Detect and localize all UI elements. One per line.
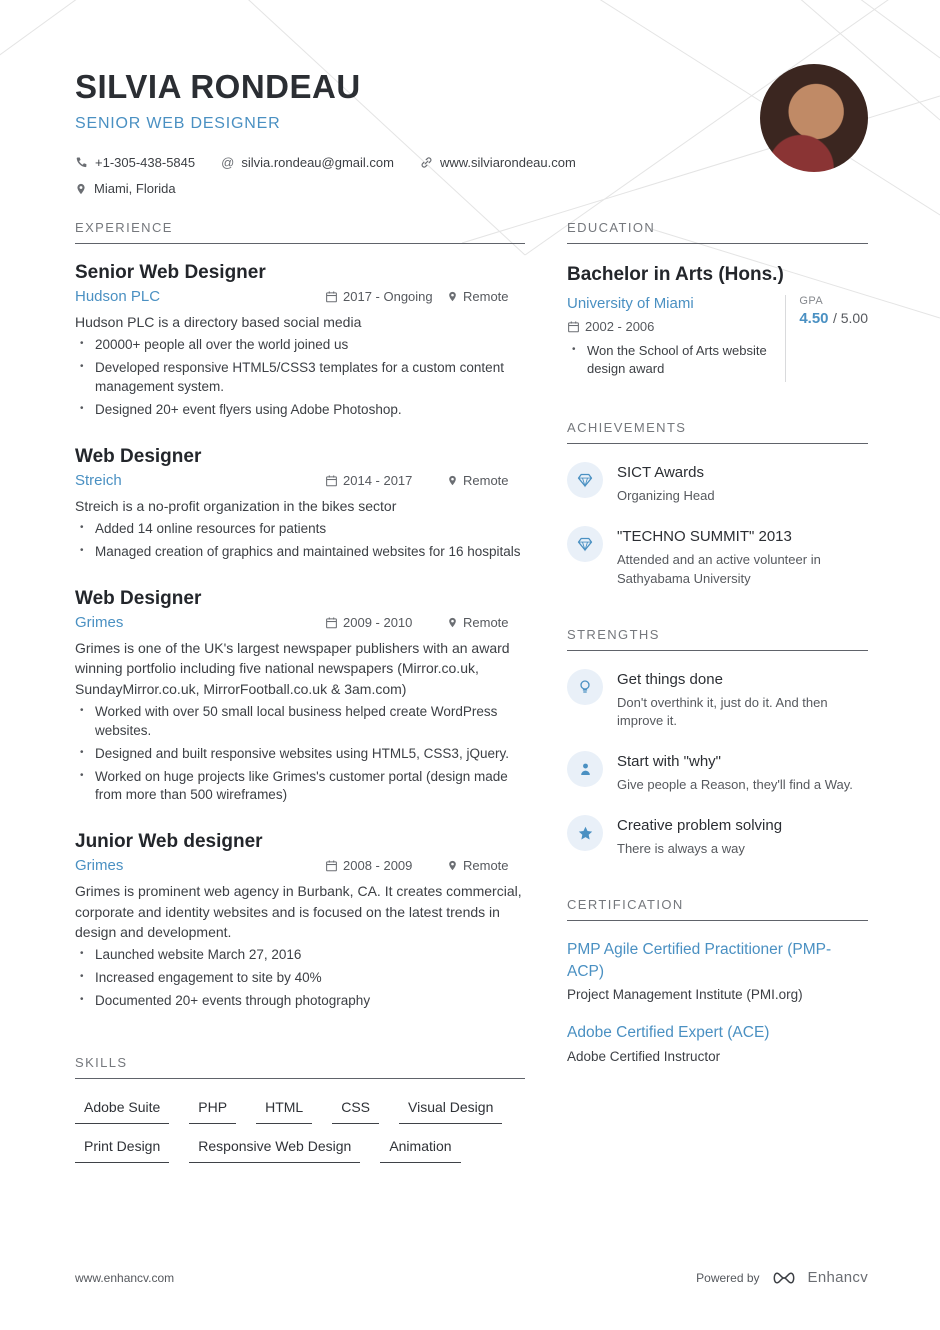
achievement-item xyxy=(567,462,868,506)
job-dates xyxy=(325,473,447,488)
job-bullet: • Launched website March 27, 2016 xyxy=(75,946,525,965)
job-dates-value: 2014 - 2017 xyxy=(343,472,413,488)
skill-item[interactable]: Visual Design xyxy=(399,1097,502,1124)
star-icon xyxy=(567,815,603,851)
job-bullet: • Added 14 online resources for patients xyxy=(75,520,525,539)
location-pin-icon xyxy=(75,182,87,196)
job-meta xyxy=(75,288,525,305)
education-bullets xyxy=(567,342,773,378)
experience-heading: EXPERIENCE xyxy=(75,220,525,244)
enhancv-url[interactable]: www.enhancv.com xyxy=(75,1270,175,1285)
job-role: Web Designer xyxy=(75,445,202,467)
job-bullet: • Worked on huge projects like Grimes's customer portal (design made from more than 500 wireframes) xyxy=(75,768,525,806)
gpa-value: 4.50 xyxy=(799,309,829,327)
job-location-value: Remote xyxy=(463,614,509,630)
education-bullet: • Won the School of Arts website design award xyxy=(567,342,773,378)
phone-contact[interactable] xyxy=(75,155,195,170)
education-dates xyxy=(567,319,654,334)
skill-item[interactable]: Adobe Suite xyxy=(75,1097,169,1124)
email-icon: @ xyxy=(221,155,235,170)
phone-icon xyxy=(75,156,88,169)
strength-item xyxy=(567,751,868,795)
location-contact xyxy=(75,181,176,196)
job-location-value: Remote xyxy=(463,289,509,304)
achievement-desc: Organizing Head xyxy=(617,488,715,504)
strength-text xyxy=(617,669,868,732)
certification-heading: CERTIFICATION xyxy=(567,897,868,921)
location-value: Miami, Florida xyxy=(94,181,176,196)
job-summary: Grimes is prominent web agency in Burbank, CA. It creates commercial, corporate and identity websites and is focused on the latest trends in design and development. xyxy=(75,883,522,940)
enhancv-logo-icon xyxy=(770,1271,798,1285)
powered-by-label: Powered by xyxy=(696,1270,760,1285)
website-value: www.silviarondeau.com xyxy=(439,155,576,170)
strength-desc: There is always a way xyxy=(617,841,745,857)
job-location-value: Remote xyxy=(463,472,509,488)
job-bullets xyxy=(75,703,525,805)
achievement-desc: Attended and an active volunteer in Sathyabama University xyxy=(617,551,821,586)
company-link[interactable]: Streich xyxy=(75,471,122,489)
company-link[interactable]: Grimes xyxy=(75,613,124,631)
strength-title: Get things done xyxy=(617,670,723,688)
job-dates xyxy=(325,289,447,304)
experience-entry xyxy=(75,262,525,420)
strength-desc: Give people a Reason, they'll find a Way. xyxy=(617,777,853,793)
company-link[interactable]: Grimes xyxy=(75,857,124,875)
strength-text xyxy=(617,751,853,795)
job-dates-value: 2017 - Ongoing xyxy=(343,289,433,304)
job-meta xyxy=(75,472,525,489)
left-column xyxy=(75,220,525,1193)
skill-item[interactable]: HTML xyxy=(256,1097,312,1124)
job-bullet: • Documented 20+ events through photography xyxy=(75,992,525,1011)
person-title: SENIOR WEB DESIGNER xyxy=(75,115,281,132)
email-value: silvia.rondeau@gmail.com xyxy=(241,155,394,170)
job-location xyxy=(447,858,525,873)
lightbulb-icon xyxy=(567,669,603,705)
job-bullet: • 20000+ people all over the world joined us xyxy=(75,336,525,355)
footer xyxy=(75,1269,868,1286)
location-pin-icon xyxy=(447,474,458,487)
job-role: Junior Web designer xyxy=(75,831,263,853)
certification-title[interactable]: PMP Agile Certified Practitioner (PMP-ACP) xyxy=(567,940,832,980)
email-contact[interactable] xyxy=(221,155,394,170)
location-pin-icon xyxy=(447,859,458,872)
job-dates-value: 2009 - 2010 xyxy=(343,614,413,630)
enhancv-brand: Enhancv xyxy=(807,1269,868,1286)
powered-by[interactable] xyxy=(696,1269,868,1286)
education-dates-value: 2002 - 2006 xyxy=(585,318,655,334)
website-contact[interactable] xyxy=(420,155,576,170)
achievements-heading: ACHIEVEMENTS xyxy=(567,420,868,444)
certification-section xyxy=(567,897,868,1064)
achievement-item xyxy=(567,526,868,589)
job-location xyxy=(447,473,525,488)
education-section xyxy=(567,220,868,382)
skill-item[interactable]: PHP xyxy=(189,1097,236,1124)
job-bullet: • Designed and built responsive websites using HTML5, CSS3, jQuery. xyxy=(75,745,525,764)
skills-heading: SKILLS xyxy=(75,1055,525,1079)
job-summary: Hudson PLC is a directory based social media xyxy=(75,314,362,330)
job-dates xyxy=(325,615,447,630)
job-meta xyxy=(75,614,525,631)
experience-entry xyxy=(75,831,525,1011)
strength-title: Creative problem solving xyxy=(617,817,783,835)
job-meta xyxy=(75,857,525,874)
person-icon xyxy=(567,751,603,787)
experience-section xyxy=(75,220,525,1011)
strength-item xyxy=(567,669,868,732)
skills-list xyxy=(75,1097,525,1163)
job-bullet: • Developed responsive HTML5/CSS3 templates for a custom content management system. xyxy=(75,359,525,397)
gpa-block xyxy=(785,295,868,382)
certification-item xyxy=(567,1022,868,1064)
link-icon xyxy=(420,156,433,169)
experience-entry xyxy=(75,446,525,562)
achievements-section xyxy=(567,420,868,589)
header xyxy=(0,0,940,196)
strengths-heading: STRENGTHS xyxy=(567,627,868,651)
location-row xyxy=(75,181,576,196)
job-bullet: • Managed creation of graphics and maintained websites for 16 hospitals xyxy=(75,543,525,562)
strength-title: Start with "why" xyxy=(617,753,722,771)
skills-section xyxy=(75,1055,525,1163)
certification-desc: Adobe Certified Instructor xyxy=(567,1048,721,1064)
right-column xyxy=(567,220,868,1193)
strength-desc: Don't overthink it, just do it. And then improve it. xyxy=(617,694,828,729)
header-identity xyxy=(75,68,576,196)
skill-item[interactable]: Responsive Web Design xyxy=(189,1136,360,1163)
skill-item[interactable]: Animation xyxy=(380,1136,460,1163)
degree-title: Bachelor in Arts (Hons.) xyxy=(567,264,784,285)
skill-item[interactable]: CSS xyxy=(332,1097,379,1124)
location-pin-icon xyxy=(447,290,458,303)
achievement-text xyxy=(617,462,715,506)
education-details xyxy=(567,295,785,382)
job-summary: Streich is a no-profit organization in the bikes sector xyxy=(75,497,397,514)
achievement-text xyxy=(617,526,868,589)
job-bullet: • Designed 20+ event flyers using Adobe Photoshop. xyxy=(75,401,525,420)
job-dates xyxy=(325,858,447,873)
job-role: Senior Web Designer xyxy=(75,262,266,283)
job-summary: Grimes is one of the UK's largest newspaper publishers with an award winning portfolio including five national newspapers (Mirror.co.uk, SundayMirror.co.uk, MirrorFootball.co.uk & 3am.com) xyxy=(75,639,510,697)
person-name: SILVIA RONDEAU xyxy=(75,68,361,105)
calendar-icon xyxy=(567,320,580,333)
job-bullets xyxy=(75,520,525,562)
certification-title[interactable]: Adobe Certified Expert (ACE) xyxy=(567,1024,770,1042)
calendar-icon xyxy=(325,616,338,629)
education-heading: EDUCATION xyxy=(567,220,868,244)
achievement-title: SICT Awards xyxy=(617,464,704,482)
strength-text xyxy=(617,815,782,859)
job-location xyxy=(447,289,525,304)
gpa-max: / 5.00 xyxy=(832,309,868,326)
gpa-label: GPA xyxy=(799,294,824,307)
certification-item xyxy=(567,939,868,1002)
company-link[interactable]: Hudson PLC xyxy=(75,288,161,305)
job-bullets xyxy=(75,336,525,420)
diamond-icon xyxy=(567,526,603,562)
job-location xyxy=(447,615,525,630)
school-link[interactable]: University of Miami xyxy=(567,294,694,312)
certification-desc: Project Management Institute (PMI.org) xyxy=(567,987,803,1003)
calendar-icon xyxy=(325,290,338,303)
phone-value: +1-305-438-5845 xyxy=(95,155,196,170)
content-columns xyxy=(0,220,940,1193)
skill-item[interactable]: Print Design xyxy=(75,1136,169,1163)
strengths-section xyxy=(567,627,868,859)
job-dates-value: 2008 - 2009 xyxy=(343,858,413,874)
strength-item xyxy=(567,815,868,859)
calendar-icon xyxy=(325,474,338,487)
job-location-value: Remote xyxy=(463,858,509,874)
location-pin-icon xyxy=(447,616,458,629)
experience-entry xyxy=(75,588,525,805)
achievement-title: "TECHNO SUMMIT" 2013 xyxy=(617,527,792,545)
job-role: Web Designer xyxy=(75,587,202,609)
job-bullet: • Worked with over 50 small local business helped create WordPress websites. xyxy=(75,703,525,741)
education-meta xyxy=(567,295,868,382)
calendar-icon xyxy=(325,859,338,872)
job-bullet: • Increased engagement to site by 40% xyxy=(75,969,525,988)
avatar xyxy=(760,64,868,172)
job-bullets xyxy=(75,946,525,1011)
contact-row xyxy=(75,155,576,170)
diamond-icon xyxy=(567,462,603,498)
